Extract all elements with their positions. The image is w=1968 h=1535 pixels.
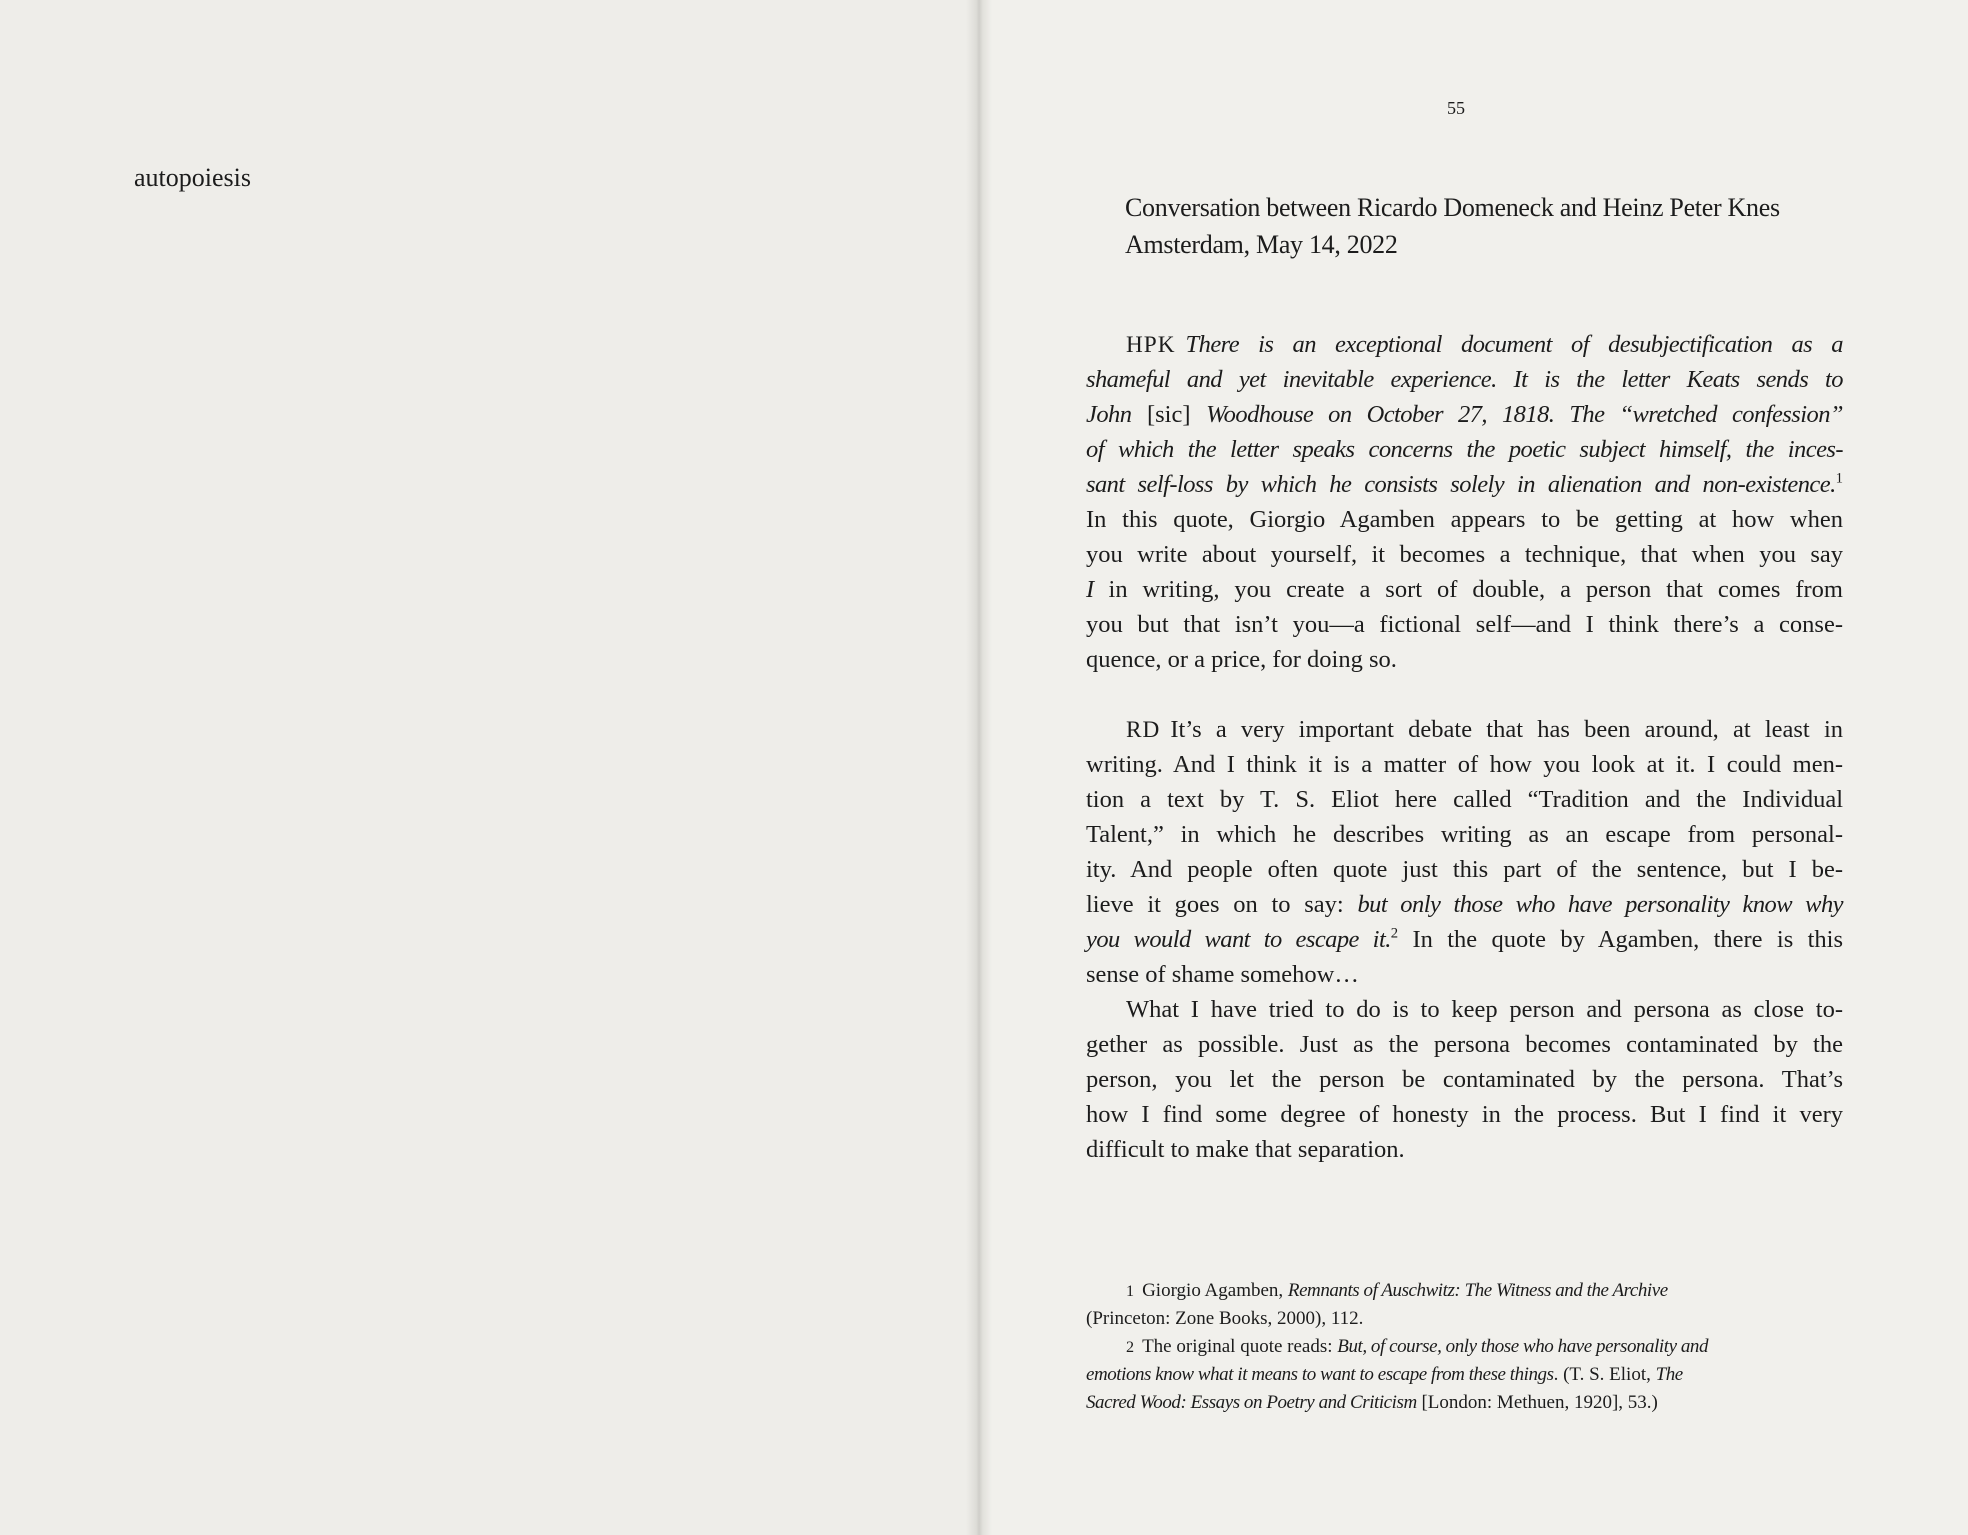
text-line [1086, 432, 1843, 467]
text-run: person, you let the person be contaminated by the persona. That’s [1086, 1066, 1843, 1093]
text-run: difficult to make that separation. [1086, 1136, 1405, 1163]
text-run: you would want to escape it. [1086, 926, 1391, 953]
text-run: ity. And people often quote just this part of the sentence, but I be- [1086, 856, 1843, 883]
text-run: [sic] [1131, 401, 1207, 428]
text-run: gether as possible. Just as the persona becomes contaminated by the [1086, 1031, 1843, 1058]
text-line [1086, 852, 1843, 887]
text-line [1086, 747, 1843, 782]
text-run: Remnants of Auschwitz: The Witness and the Archive [1287, 1280, 1668, 1301]
text-run: I [1086, 576, 1094, 603]
text-line [1086, 467, 1843, 502]
footnote [1086, 1277, 1846, 1333]
text-run: of which the letter speaks concerns the poetic subject himself, the inces- [1086, 436, 1843, 463]
text-run: emotions know what it means to want to escape from these things [1086, 1364, 1554, 1385]
text-line [1086, 922, 1843, 957]
text-run: Woodhouse on October 27, 1818. The “wretched confession” [1206, 401, 1843, 428]
text-run: It’s a very important debate that has been around, at least in [1170, 716, 1843, 743]
heading-title: Conversation between Ricardo Domeneck and Heinz Peter Knes [1125, 193, 1780, 222]
text-line [1086, 817, 1843, 852]
text-run: The [1655, 1364, 1683, 1385]
text-run: (Princeton: Zone Books, 2000), 112. [1086, 1308, 1364, 1329]
text-line [1086, 327, 1843, 362]
text-line [1086, 572, 1843, 607]
text-run: Talent,” in which he describes writing as an escape from personal- [1086, 821, 1843, 848]
text-line [1086, 362, 1843, 397]
text-run: . (T. S. Eliot, [1553, 1364, 1656, 1385]
footnotes [1086, 1277, 1846, 1417]
text-run: Sacred Wood: Essays on Poetry and Criticism [1086, 1392, 1417, 1413]
text-run: [London: Methuen, 1920], 53.) [1416, 1392, 1658, 1413]
running-head: autopoiesis [134, 163, 251, 192]
left-page [0, 0, 976, 1535]
speaker-label: RD [1126, 717, 1161, 743]
page-number: 55 [1447, 98, 1465, 118]
text-run: writing. And I think it is a matter of how you look at it. I could men- [1086, 751, 1843, 778]
text-line [1086, 537, 1843, 572]
text-line [1086, 642, 1843, 677]
text-run: shameful and yet inevitable experience. It is the letter Keats sends to [1086, 366, 1843, 393]
text-line [1086, 957, 1843, 992]
text-line [1086, 1132, 1843, 1167]
footnote-number: 1 [1126, 1283, 1135, 1300]
text-run: What I have tried to do is to keep person and persona as close to- [1126, 996, 1843, 1023]
text-run: In the quote by Agamben, there is this [1398, 926, 1843, 953]
text-line [1086, 1062, 1843, 1097]
conversation-heading [1125, 189, 1780, 263]
text-line [1086, 397, 1843, 432]
footnote-line [1086, 1277, 1846, 1305]
text-run: sense of shame somehow… [1086, 961, 1359, 988]
text-run: But, of course, only those who have personality and [1337, 1336, 1709, 1357]
text-line [1086, 607, 1843, 642]
conversation-body [1086, 327, 1843, 1167]
footnote-ref: 1 [1835, 470, 1843, 487]
footnote-line [1086, 1305, 1846, 1333]
text-run: John [1086, 401, 1132, 428]
text-run: In this quote, Giorgio Agamben appears to be getting at how when [1086, 506, 1843, 533]
text-line [1086, 502, 1843, 537]
book-gutter [966, 0, 992, 1535]
text-run: The original quote reads: [1142, 1336, 1338, 1357]
text-run: sant self-loss by which he consists solely in alienation and non-existence. [1086, 471, 1836, 498]
text-run: Giorgio Agamben, [1142, 1280, 1288, 1301]
paragraph [1086, 327, 1843, 677]
footnote-number: 2 [1126, 1339, 1135, 1356]
text-run: how I find some degree of honesty in the process. But I find it very [1086, 1101, 1843, 1128]
heading-place-date: Amsterdam, May 14, 2022 [1125, 230, 1398, 259]
text-line [1086, 1027, 1843, 1062]
speaker-label: HPK [1126, 332, 1176, 358]
text-run: but only those who have personality know why [1357, 891, 1843, 918]
text-run: in writing, you create a sort of double, a person that comes from [1093, 576, 1843, 603]
text-run: There is an exceptional document of desubjectification as a [1185, 331, 1843, 358]
text-run: lieve it goes on to say: [1086, 891, 1358, 918]
footnote [1086, 1333, 1846, 1417]
text-line [1086, 992, 1843, 1027]
footnote-line [1086, 1389, 1846, 1417]
text-run: you but that isn’t you—a fictional self—and I think there’s a conse- [1086, 611, 1843, 638]
footnote-line [1086, 1361, 1846, 1389]
text-line [1086, 782, 1843, 817]
footnote-line [1086, 1333, 1846, 1361]
text-run: quence, or a price, for doing so. [1086, 646, 1397, 673]
paragraph [1086, 712, 1843, 992]
text-line [1086, 1097, 1843, 1132]
text-line [1086, 712, 1843, 747]
text-run: tion a text by T. S. Eliot here called “Tradition and the Individual [1086, 786, 1843, 813]
footnote-ref: 2 [1390, 925, 1399, 942]
text-run: you write about yourself, it becomes a technique, that when you say [1086, 541, 1843, 568]
text-line [1086, 887, 1843, 922]
paragraph [1086, 992, 1843, 1167]
